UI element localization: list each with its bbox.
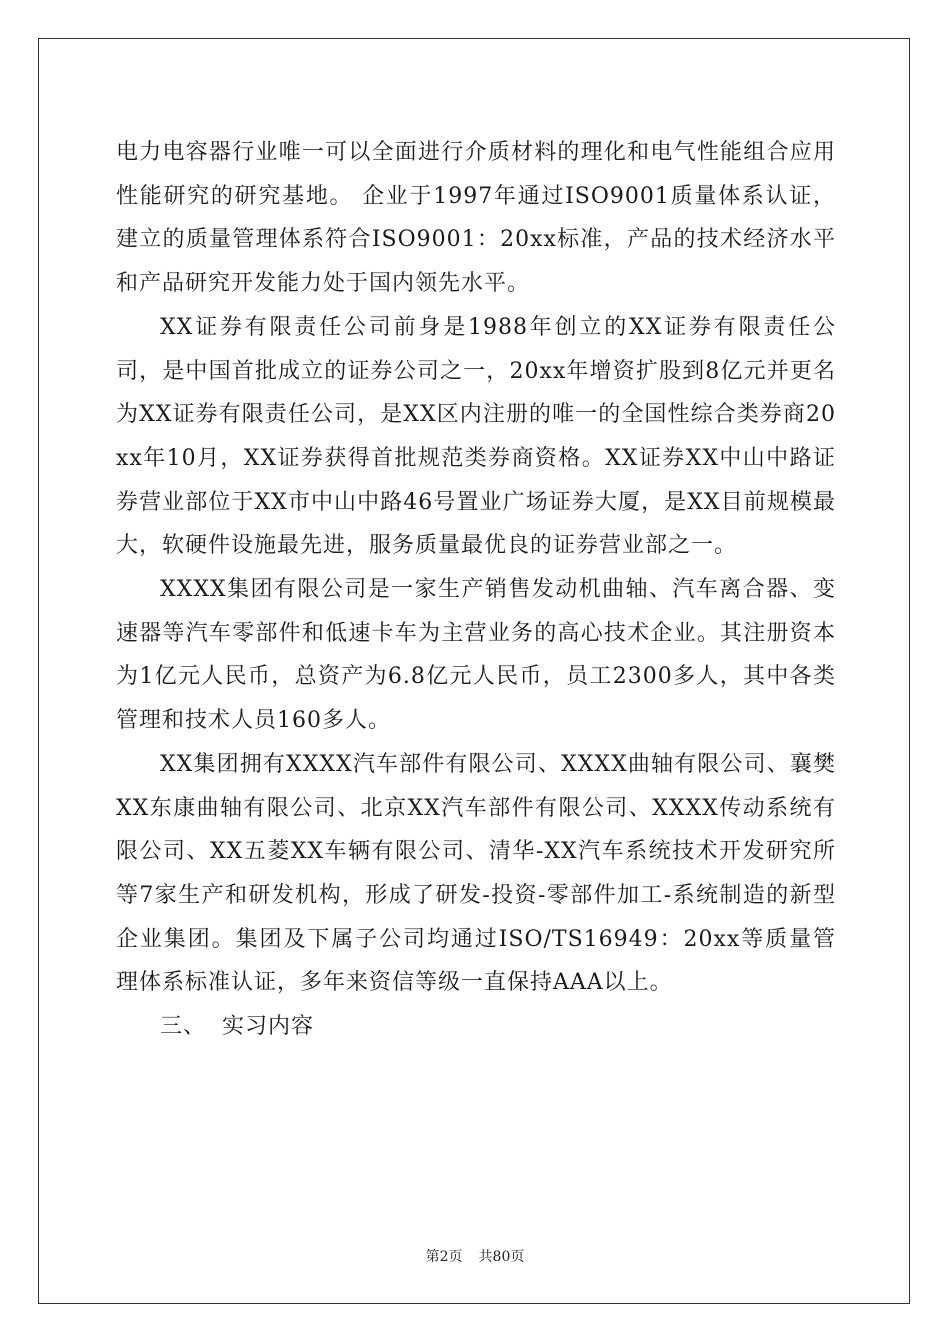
section-number: 三、 [160,1014,207,1040]
page-total: 共80页 [478,1249,525,1265]
page-number: 第2页 [425,1249,463,1265]
paragraph-continuation: 电力电容器行业唯一可以全面进行介质材料的理化和电气性能组合应用性能研究的研究基地。 企业于1997年通过ISO9001质量体系认证，建立的质量管理体系符合ISO9001：20xx标准，产品的技术经济水平和产品研究开发能力处于国内领先水平。 [116,140,836,297]
section-heading [116,1005,836,1049]
page-footer [0,1246,950,1266]
section-title: 实习内容 [222,1014,315,1040]
paragraph-group-subsidiaries: XX集团拥有XXXX汽车部件有限公司、XXXX曲轴有限公司、襄樊XX东康曲轴有限公司、北京XX汽车部件有限公司、XXXX传动系统有限公司、XX五菱XX车辆有限公司、清华-XX汽车系统技术开发研究所等7家生产和研发机构，形成了研发-投资-零部件加工-系统制造的新型企业集团。集团及下属子公司均通过ISO/TS16949：20xx等质量管理体系标准认证，多年来资信等级一直保持AAA以上。 [116,751,836,996]
paragraph-securities-company: XX证券有限责任公司前身是1988年创立的XX证券有限责任公司，是中国首批成立的证券公司之一，20xx年增资扩股到8亿元并更名为XX证券有限责任公司，是XX区内注册的唯一的全国性综合类券商20xx年10月，XX证券获得首批规范类券商资格。XX证券XX中山中路证券营业部位于XX市中山中路46号置业广场证券大厦，是XX目前规模最大，软硬件设施最先进，服务质量最优良的证券营业部之一。 [116,314,836,559]
paragraph-group-company: XXXX集团有限公司是一家生产销售发动机曲轴、汽车离合器、变速器等汽车零部件和低速卡车为主营业务的高心技术企业。其注册资本为1亿元人民币，总资产为6.8亿元人民币，员工2300多人，其中各类管理和技术人员160多人。 [116,577,836,734]
document-body [116,131,836,1049]
